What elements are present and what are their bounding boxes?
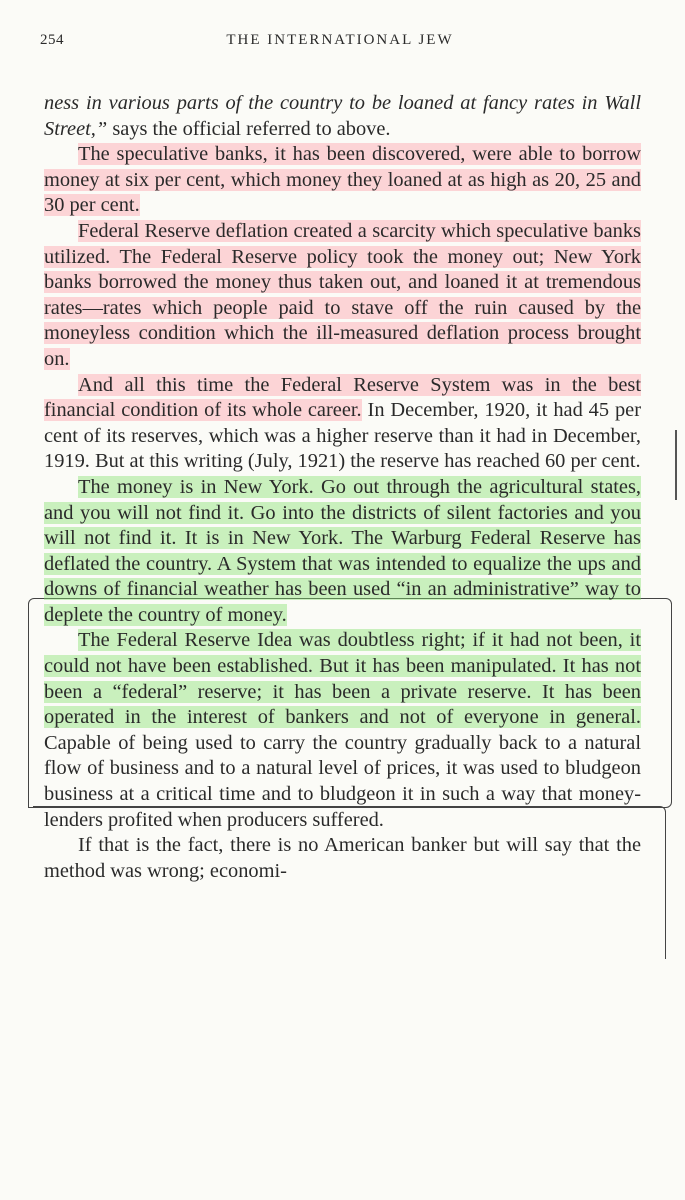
text-segment: says the official referred to above. [107,117,391,140]
running-head: THE INTERNATIONAL JEW [226,32,454,48]
text-segment: ness in various parts of the country to be loaned at fancy rates in Wall Street,” [44,92,641,140]
paragraph [44,219,641,373]
page-number: 254 [40,32,64,48]
paragraph [44,475,641,629]
paragraph [44,833,641,884]
text-segment: Capable of being used to carry the country gradually back to a natural flow of business and to a natural level of prices, it was used to bludgeon business at a critical time and to bludgeon it in such a way that money-lenders profited when producers suffered. [44,731,641,831]
highlighted-text: The Federal Reserve Idea was doubtless right; if it had not been, it could not have been established. But it has been manipulated. It has not been a “federal” reserve; it has been a private reserve. It has been operated in the interest of bankers and not of everyone in general. [44,629,641,729]
margin-mark [675,430,677,500]
highlighted-text: And all this time the Federal Reserve System was in the best financial condition of its whole career. [44,373,641,422]
paragraph [44,373,641,475]
text-segment: If that is the fact, there is no American banker but will say that the method was wrong; economi- [44,834,641,882]
highlighted-text: The money is in New York. Go out through the agricultural states, and you will not find it. Go into the districts of silent factories and you will not find it. It is in New York. The Warburg Federal Reserve has deflated the country. A System that was intended to equalize the ups and downs of financial weather has been used “in an administrative” way to deplete the country of money. [44,475,641,626]
paragraph [44,142,641,219]
body-text [44,91,641,884]
highlighted-text: The speculative banks, it has been discovered, were able to borrow money at six per cent, which money they loaned at as high as 20, 25 and 30 per cent. [44,143,641,217]
page-header [40,30,640,60]
highlighted-text: Federal Reserve deflation created a scarcity which speculative banks utilized. The Federal Reserve policy took the money out; New York banks borrowed the money thus taken out, and loaned it at tremendous rates—rates which people paid to stave off the ruin caused by the moneyless condition which the ill-measured deflation process brought on. [44,219,641,370]
paragraph [44,91,641,142]
paragraph [44,628,641,833]
text-segment: In December, 1920, it had 45 per cent of its reserves, which was a higher reserve than it had in December, 1919. But at this writing (July, 1921) the reserve has reached 60 per cent. [44,399,641,473]
